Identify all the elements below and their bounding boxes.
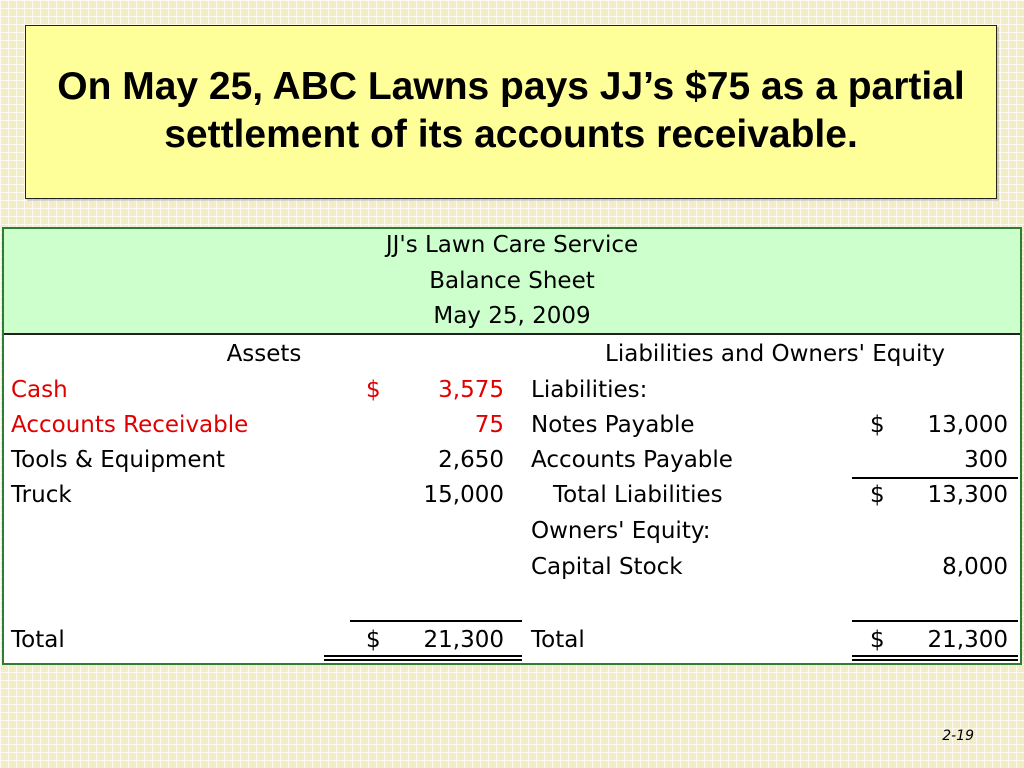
asset-value-cash: 3,575	[438, 377, 504, 403]
liability-value-accounts-payable: 300	[964, 447, 1008, 473]
statement-date: May 25, 2009	[433, 303, 591, 329]
assets-heading: Assets	[226, 341, 302, 367]
asset-value-accounts-receivable: 75	[474, 412, 504, 438]
asset-value-truck: 15,000	[423, 482, 504, 508]
liabilities-label: Liabilities:	[531, 377, 648, 403]
total-liabilities-label: Total Liabilities	[553, 482, 723, 508]
liability-label-notes-payable: Notes Payable	[531, 412, 695, 438]
statement-name: Balance Sheet	[429, 268, 595, 294]
liabilities-double-rule-top	[852, 655, 1018, 657]
liabilities-equity-total-currency: $	[870, 627, 885, 653]
liabilities-equity-total-label: Total	[531, 627, 585, 653]
asset-label-cash: Cash	[11, 377, 68, 403]
asset-currency-cash: $	[366, 377, 381, 403]
balance-sheet	[2, 227, 1022, 665]
asset-label-accounts-receivable: Accounts Receivable	[11, 412, 249, 438]
assets-total-rule	[350, 620, 522, 622]
assets-total-currency: $	[366, 627, 381, 653]
equity-value-capital-stock: 8,000	[942, 554, 1008, 580]
assets-double-rule-bottom	[324, 659, 522, 661]
page-number: 2-19	[942, 728, 974, 744]
assets-total-label: Total	[11, 627, 65, 653]
asset-label-tools-equipment: Tools & Equipment	[11, 447, 226, 473]
liabilities-equity-total-value: 21,300	[927, 627, 1008, 653]
company-name: JJ's Lawn Care Service	[385, 232, 639, 258]
liability-label-accounts-payable: Accounts Payable	[531, 447, 733, 473]
assets-total-value: 21,300	[423, 627, 504, 653]
liabilities-equity-heading: Liabilities and Owners' Equity	[605, 341, 945, 367]
liabilities-subtotal-rule	[852, 477, 1018, 479]
slide-title: On May 25, ABC Lawns pays JJ’s $75 as a partial settlement of its accounts receivable.	[57, 65, 965, 156]
liability-value-notes-payable: 13,000	[927, 412, 1008, 438]
total-liabilities-value: 13,300	[927, 482, 1008, 508]
owners-equity-label: Owners' Equity:	[531, 518, 711, 544]
total-liabilities-currency: $	[870, 482, 885, 508]
title-box	[25, 25, 997, 199]
asset-label-truck: Truck	[11, 482, 72, 508]
liabilities-total-rule	[852, 620, 1018, 622]
liabilities-double-rule-bottom	[852, 659, 1018, 661]
equity-label-capital-stock: Capital Stock	[531, 554, 683, 580]
asset-value-tools-equipment: 2,650	[438, 447, 504, 473]
liability-currency-notes-payable: $	[870, 412, 885, 438]
balance-sheet-header	[4, 229, 1020, 335]
assets-double-rule-top	[324, 655, 522, 657]
